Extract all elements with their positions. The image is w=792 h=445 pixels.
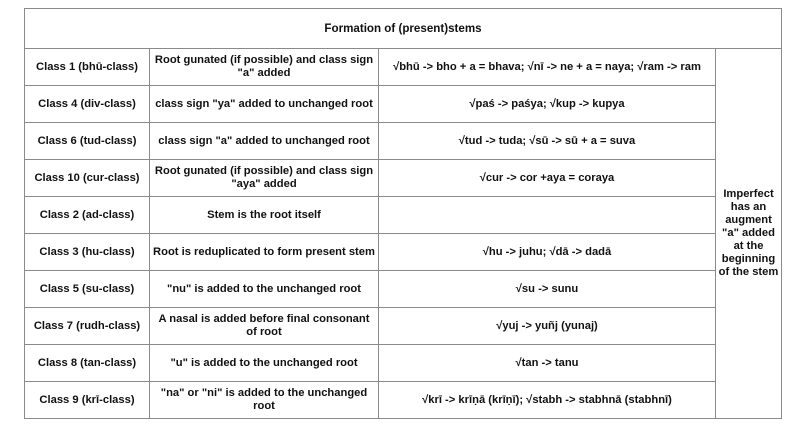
table-row <box>25 345 782 382</box>
imperfect-note: Imperfect has an augment "a" added at the beginning of the stem <box>716 49 782 419</box>
class-cell: Class 8 (tan-class) <box>25 345 150 382</box>
class-cell: Class 2 (ad-class) <box>25 197 150 234</box>
class-cell: Class 4 (div-class) <box>25 86 150 123</box>
class-cell: Class 6 (tud-class) <box>25 123 150 160</box>
example-cell: √su -> sunu <box>379 271 716 308</box>
class-cell: Class 1 (bhū-class) <box>25 49 150 86</box>
example-cell: √bhū -> bho + a = bhava; √nī -> ne + a = naya; √ram -> ram <box>379 49 716 86</box>
description-cell: "na" or "ni" is added to the unchanged root <box>150 382 379 419</box>
table-row <box>25 271 782 308</box>
description-cell: Stem is the root itself <box>150 197 379 234</box>
class-cell: Class 5 (su-class) <box>25 271 150 308</box>
example-cell: √tud -> tuda; √sū -> sū + a = suva <box>379 123 716 160</box>
table-body <box>25 9 782 419</box>
example-cell: √yuj -> yuñj (yunaj) <box>379 308 716 345</box>
table-row <box>25 160 782 197</box>
table-row <box>25 197 782 234</box>
example-cell: √hu -> juhu; √dā -> dadā <box>379 234 716 271</box>
class-cell: Class 3 (hu-class) <box>25 234 150 271</box>
example-cell: √tan -> tanu <box>379 345 716 382</box>
description-cell: Root gunated (if possible) and class sign "aya" added <box>150 160 379 197</box>
table-row <box>25 382 782 419</box>
example-cell: √cur -> cor +aya = coraya <box>379 160 716 197</box>
class-cell: Class 9 (krī-class) <box>25 382 150 419</box>
class-cell: Class 7 (rudh-class) <box>25 308 150 345</box>
table-row <box>25 49 782 86</box>
example-cell: √paś -> paśya; √kup -> kupya <box>379 86 716 123</box>
example-cell: √krī -> krīṇā (krīṇī); √stabh -> stabhnā (stabhnī) <box>379 382 716 419</box>
class-cell: Class 10 (cur-class) <box>25 160 150 197</box>
table-title: Formation of (present)stems <box>25 9 782 49</box>
table-row <box>25 123 782 160</box>
description-cell: Root gunated (if possible) and class sign "a" added <box>150 49 379 86</box>
table-row <box>25 86 782 123</box>
description-cell: "u" is added to the unchanged root <box>150 345 379 382</box>
description-cell: class sign "a" added to unchanged root <box>150 123 379 160</box>
description-cell: class sign "ya" added to unchanged root <box>150 86 379 123</box>
description-cell: A nasal is added before final consonant of root <box>150 308 379 345</box>
description-cell: "nu" is added to the unchanged root <box>150 271 379 308</box>
present-stems-table <box>24 8 782 419</box>
example-cell <box>379 197 716 234</box>
table-row <box>25 308 782 345</box>
title-row <box>25 9 782 49</box>
description-cell: Root is reduplicated to form present stem <box>150 234 379 271</box>
table-row <box>25 234 782 271</box>
